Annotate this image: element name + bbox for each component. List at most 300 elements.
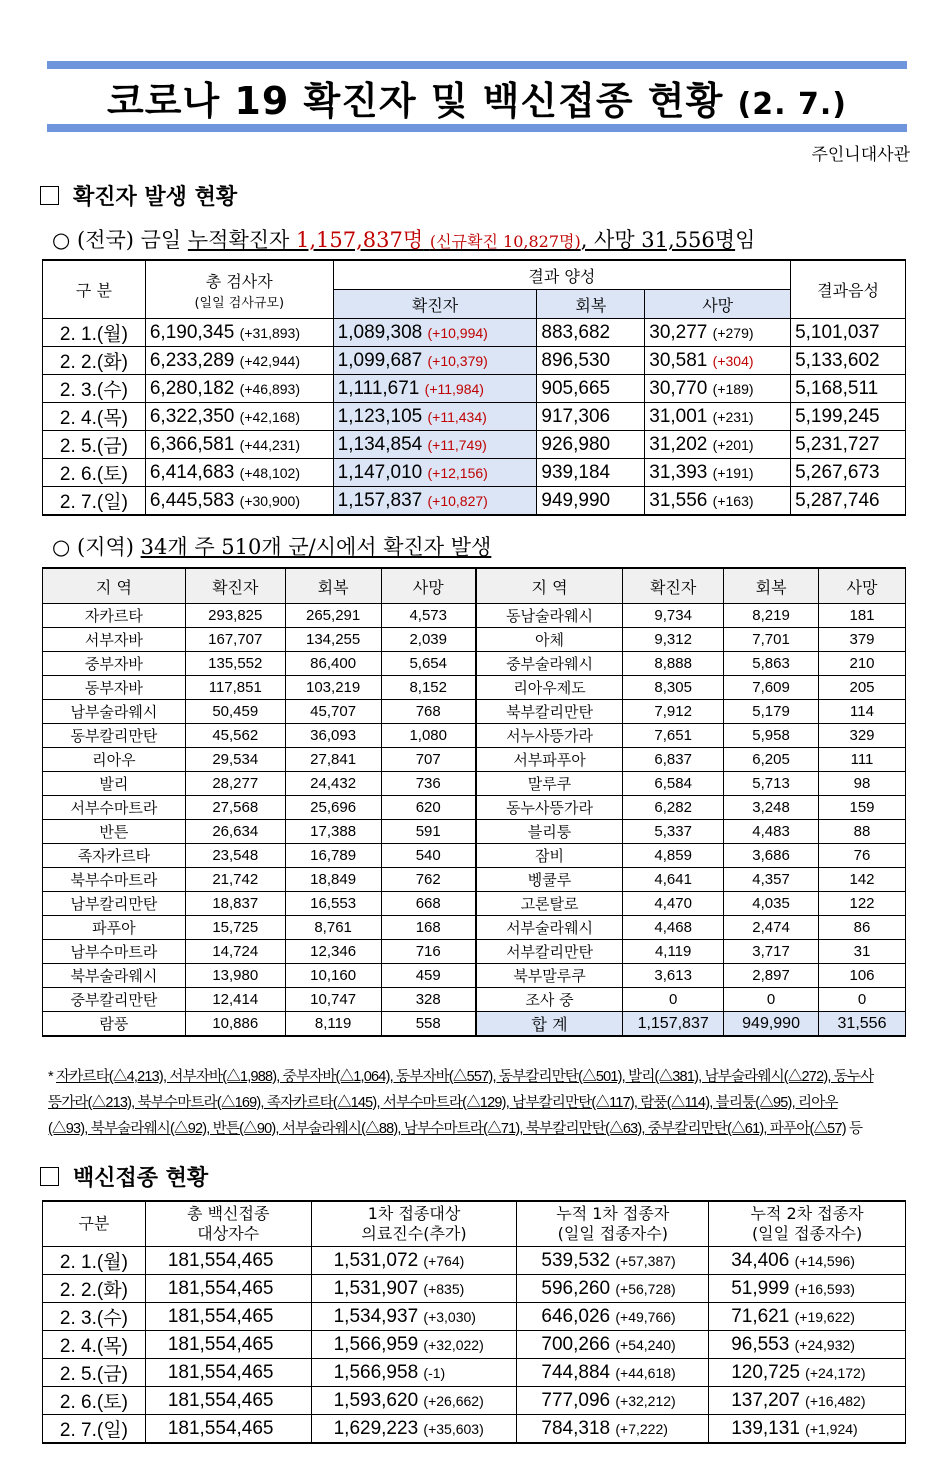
negative-cell: 5,267,673 <box>791 459 906 487</box>
region-confirmed: 8,305 <box>623 676 724 700</box>
date-cell: 2. 5.(금) <box>43 431 146 459</box>
table-row <box>43 319 906 347</box>
first-dose-value: 744,884 <box>541 1361 611 1383</box>
region-recovered: 134,255 <box>285 628 381 652</box>
tests-cell <box>145 487 333 516</box>
region-table <box>42 567 906 1037</box>
region-death: 210 <box>819 652 906 676</box>
region-confirmed: 117,851 <box>185 676 285 700</box>
region-name: 남부술라웨시 <box>43 700 186 724</box>
region-recovered: 86,400 <box>285 652 381 676</box>
region-name: 족자카르타 <box>43 844 186 868</box>
first-dose-increase: (+32,212) <box>615 1392 676 1409</box>
tests-increase: (+42,168) <box>239 408 300 425</box>
region-confirmed: 8,888 <box>623 652 724 676</box>
negative-cell: 5,133,602 <box>791 347 906 375</box>
confirmed-value: 1,134,854 <box>337 433 423 455</box>
region-death: 707 <box>381 748 476 772</box>
vac-second-label-1: 누적 2차 접종자 <box>750 1204 864 1223</box>
date-cell: 2. 4.(목) <box>43 1331 146 1359</box>
second-dose-cell <box>709 1359 906 1387</box>
table-row <box>43 1247 906 1275</box>
region-footnote <box>48 1064 914 1142</box>
region-recovered: 3,686 <box>724 844 819 868</box>
tests-increase: (+46,893) <box>239 380 300 397</box>
region-recovered: 2,474 <box>724 916 819 940</box>
col-header-vac-target <box>145 1201 311 1247</box>
region-confirmed: 27,568 <box>185 796 285 820</box>
table-row <box>43 700 906 724</box>
vac-first-label-2: (일일 접종자수) <box>557 1224 668 1243</box>
death-increase: (+201) <box>712 436 754 453</box>
date-cell: 2. 7.(일) <box>43 1415 146 1444</box>
region-recovered: 12,346 <box>285 940 381 964</box>
date-cell: 2. 6.(토) <box>43 459 146 487</box>
region-recovered: 17,388 <box>285 820 381 844</box>
first-dose-cell <box>517 1331 709 1359</box>
col-header-recovered: 회복 <box>537 290 645 319</box>
region-confirmed: 7,912 <box>623 700 724 724</box>
first-dose-value: 777,096 <box>541 1389 611 1411</box>
region-death: 668 <box>381 892 476 916</box>
region-name: 파푸아 <box>43 916 186 940</box>
region-death: 4,573 <box>381 604 476 628</box>
region-confirmed: 13,980 <box>185 964 285 988</box>
tests-value: 6,445,583 <box>149 489 235 511</box>
daily-cases-table <box>42 259 906 516</box>
region-death: 768 <box>381 700 476 724</box>
second-dose-value: 120,725 <box>731 1361 800 1383</box>
tests-cell <box>145 403 333 431</box>
second-dose-cell <box>709 1387 906 1415</box>
region-recovered: 4,035 <box>724 892 819 916</box>
region-name: 동부자바 <box>43 676 186 700</box>
region-recovered: 45,707 <box>285 700 381 724</box>
region-name: 잠비 <box>476 844 623 868</box>
region-name: 고론탈로 <box>476 892 623 916</box>
second-dose-value: 96,553 <box>731 1333 790 1355</box>
col-header-rec-right: 회복 <box>724 568 819 604</box>
first-dose-increase: (+56,728) <box>615 1280 676 1297</box>
death-value: 31,393 <box>649 461 708 483</box>
col-header-region-right: 지 역 <box>476 568 623 604</box>
table-row <box>43 772 906 796</box>
table-row <box>43 1359 906 1387</box>
first-dose-value: 700,266 <box>541 1333 611 1355</box>
first-dose-cell <box>517 1415 709 1444</box>
footnote-line-3: (△93), 북부술라웨시(△92), 반튼(△90), 서부술라웨시(△88), 남부수마트라(△71), 북부칼리만탄(△63), 중부칼리만탄(△61), 파푸아(△57) <box>48 1121 846 1137</box>
second-dose-cell <box>709 1275 906 1303</box>
first-dose-cell <box>517 1275 709 1303</box>
table-row <box>43 892 906 916</box>
region-name: 자카르타 <box>43 604 186 628</box>
region-confirmed: 0 <box>623 988 724 1012</box>
medical-value: 1,531,907 <box>333 1277 419 1299</box>
recovered-cell: 883,682 <box>537 319 645 347</box>
tests-increase: (+48,102) <box>239 464 300 481</box>
region-confirmed: 14,724 <box>185 940 285 964</box>
first-dose-increase: (+57,387) <box>615 1252 676 1269</box>
tests-value: 6,366,581 <box>149 433 235 455</box>
tests-increase: (+31,893) <box>239 324 300 341</box>
region-death: 205 <box>819 676 906 700</box>
date-cell: 2. 3.(수) <box>43 375 146 403</box>
col-header-positive: 결과 양성 <box>333 260 790 290</box>
second-dose-value: 71,621 <box>731 1305 790 1327</box>
col-header-death: 사망 <box>645 290 791 319</box>
tests-value: 6,322,350 <box>149 405 235 427</box>
region-death: 142 <box>819 868 906 892</box>
region-name: 동남술라웨시 <box>476 604 623 628</box>
title-date: (2. 7.) <box>737 87 847 122</box>
death-cell <box>645 403 791 431</box>
total-recovered: 949,990 <box>724 1012 819 1037</box>
death-increase: (+163) <box>712 492 754 509</box>
date-cell: 2. 4.(목) <box>43 403 146 431</box>
region-name: 서부칼리만탄 <box>476 940 623 964</box>
region-name: 람풍 <box>43 1012 186 1037</box>
medical-value: 1,531,072 <box>333 1249 419 1271</box>
region-death: 716 <box>381 940 476 964</box>
region-name: 서누사뜽가라 <box>476 724 623 748</box>
table-row <box>43 676 906 700</box>
region-death: 168 <box>381 916 476 940</box>
table-row <box>43 1275 906 1303</box>
region-name: 말루쿠 <box>476 772 623 796</box>
recovered-cell: 949,990 <box>537 487 645 516</box>
vac-med-label-2: 의료진수(추가) <box>361 1224 467 1243</box>
region-recovered: 2,897 <box>724 964 819 988</box>
footnote-line-2: 뜽가라(△213), 북부수마트라(△169), 족자카르타(△145), 서부수마트라(△129), 남부칼리만탄(△117), 람풍(△114), 블리퉁(△95), 리아우 <box>48 1095 838 1111</box>
table-row <box>43 1387 906 1415</box>
section-heading-text: 백신접종 현황 <box>73 1166 209 1191</box>
section-heading-cases <box>40 180 237 211</box>
region-death: 8,152 <box>381 676 476 700</box>
region-confirmed: 26,634 <box>185 820 285 844</box>
death-value: 30,277 <box>649 321 708 343</box>
first-dose-cell <box>517 1387 709 1415</box>
new-cases-value: (신규확진 10,827명) <box>429 232 581 251</box>
region-death: 328 <box>381 988 476 1012</box>
region-name: 반튼 <box>43 820 186 844</box>
total-tests-label: 총 검사자 <box>205 271 273 291</box>
second-dose-cell <box>709 1415 906 1444</box>
confirmed-value: 1,157,837 <box>337 489 423 511</box>
region-confirmed: 6,282 <box>623 796 724 820</box>
region-death: 2,039 <box>381 628 476 652</box>
recovered-cell: 905,665 <box>537 375 645 403</box>
region-recovered: 265,291 <box>285 604 381 628</box>
medical-increase: (+3,030) <box>423 1308 476 1325</box>
date-cell: 2. 6.(토) <box>43 1387 146 1415</box>
vac-second-label-2: (일일 접종자수) <box>751 1224 863 1243</box>
second-dose-cell <box>709 1247 906 1275</box>
second-dose-value: 137,207 <box>731 1389 800 1411</box>
region-confirmed: 135,552 <box>185 652 285 676</box>
confirmed-cell <box>333 375 537 403</box>
medical-increase: (+764) <box>423 1252 465 1269</box>
death-increase: (+191) <box>712 464 754 481</box>
tests-cell <box>145 319 333 347</box>
date-cell: 2. 3.(수) <box>43 1303 146 1331</box>
vac-med-label-1: 1차 접종대상 <box>367 1204 461 1223</box>
recovered-cell: 926,980 <box>537 431 645 459</box>
region-death: 329 <box>819 724 906 748</box>
first-dose-value: 646,026 <box>541 1305 611 1327</box>
region-name: 북부술라웨시 <box>43 964 186 988</box>
col-header-total-tests <box>145 260 333 319</box>
confirmed-value: 1,111,671 <box>337 377 420 399</box>
recovered-cell: 939,184 <box>537 459 645 487</box>
medical-cell <box>311 1331 517 1359</box>
target-cell: 181,554,465 <box>145 1303 311 1331</box>
medical-value: 1,593,620 <box>333 1389 419 1411</box>
first-dose-cell <box>517 1303 709 1331</box>
vac-target-label-2: 대상자수 <box>197 1224 260 1243</box>
table-row <box>43 988 906 1012</box>
table-row <box>43 1415 906 1444</box>
region-recovered: 7,701 <box>724 628 819 652</box>
first-dose-increase: (+54,240) <box>615 1336 676 1353</box>
title-text: 코로나 19 확진자 및 백신접종 현황 <box>107 79 724 123</box>
region-name: 중부술라웨시 <box>476 652 623 676</box>
medical-increase: (+835) <box>423 1280 465 1297</box>
region-confirmed: 5,337 <box>623 820 724 844</box>
col-header-rec-left: 회복 <box>285 568 381 604</box>
region-name: 서부파푸아 <box>476 748 623 772</box>
second-dose-value: 139,131 <box>731 1417 800 1439</box>
region-recovered: 8,761 <box>285 916 381 940</box>
region-confirmed: 10,886 <box>185 1012 285 1037</box>
first-dose-increase: (+49,766) <box>615 1308 676 1325</box>
region-death: 736 <box>381 772 476 796</box>
region-confirmed: 21,742 <box>185 868 285 892</box>
region-name: 남부칼리만탄 <box>43 892 186 916</box>
region-text: 34개 주 510개 군/시에서 확진자 발생 <box>140 535 492 559</box>
confirmed-value: 1,147,010 <box>337 461 423 483</box>
first-dose-increase: (+7,222) <box>615 1420 668 1437</box>
death-increase: (+231) <box>712 408 754 425</box>
region-confirmed: 6,584 <box>623 772 724 796</box>
region-recovered: 5,958 <box>724 724 819 748</box>
first-dose-value: 596,260 <box>541 1277 611 1299</box>
medical-cell <box>311 1359 517 1387</box>
confirmed-cell <box>333 459 537 487</box>
region-death: 159 <box>819 796 906 820</box>
medical-cell <box>311 1275 517 1303</box>
confirmed-increase: (+10,994) <box>427 324 488 341</box>
col-header-conf-left: 확진자 <box>185 568 285 604</box>
first-dose-value: 539,532 <box>541 1249 611 1271</box>
second-dose-cell <box>709 1303 906 1331</box>
target-cell: 181,554,465 <box>145 1359 311 1387</box>
second-dose-increase: (+1,924) <box>805 1420 858 1437</box>
region-recovered: 24,432 <box>285 772 381 796</box>
medical-increase: (+26,662) <box>423 1392 484 1409</box>
region-confirmed: 3,613 <box>623 964 724 988</box>
table-row <box>43 724 906 748</box>
total-tests-sublabel: (일일 검사규모) <box>194 295 285 311</box>
second-dose-increase: (+24,932) <box>794 1336 855 1353</box>
region-death: 88 <box>819 820 906 844</box>
confirmed-cell <box>333 319 537 347</box>
region-death: 540 <box>381 844 476 868</box>
table-row <box>43 748 906 772</box>
region-name: 블리퉁 <box>476 820 623 844</box>
second-dose-increase: (+14,596) <box>794 1252 855 1269</box>
date-cell: 2. 2.(화) <box>43 1275 146 1303</box>
confirmed-increase: (+12,156) <box>427 464 488 481</box>
region-recovered: 5,863 <box>724 652 819 676</box>
region-summary <box>52 531 491 561</box>
tests-cell <box>145 347 333 375</box>
vac-first-label-1: 누적 1차 접종자 <box>556 1204 670 1223</box>
first-dose-value: 784,318 <box>541 1417 611 1439</box>
table-row <box>43 375 906 403</box>
target-cell: 181,554,465 <box>145 1275 311 1303</box>
region-confirmed: 4,641 <box>623 868 724 892</box>
table-row <box>43 1303 906 1331</box>
negative-cell: 5,168,511 <box>791 375 906 403</box>
region-confirmed: 28,277 <box>185 772 285 796</box>
second-dose-value: 34,406 <box>731 1249 790 1271</box>
second-dose-increase: (+24,172) <box>805 1364 866 1381</box>
region-recovered: 4,483 <box>724 820 819 844</box>
table-row <box>43 820 906 844</box>
region-name: 북부말루쿠 <box>476 964 623 988</box>
date-cell: 2. 1.(월) <box>43 1247 146 1275</box>
table-row <box>43 604 906 628</box>
region-death: 31 <box>819 940 906 964</box>
tests-increase: (+44,231) <box>239 436 300 453</box>
confirmed-increase: (+11,984) <box>424 380 484 397</box>
death-cell <box>645 487 791 516</box>
negative-cell: 5,287,746 <box>791 487 906 516</box>
target-cell: 181,554,465 <box>145 1247 311 1275</box>
region-recovered: 103,219 <box>285 676 381 700</box>
cumulative-label: 누적확진자 <box>187 228 296 252</box>
medical-cell <box>311 1415 517 1444</box>
table-row <box>43 916 906 940</box>
medical-increase: (+35,603) <box>423 1420 484 1437</box>
date-cell: 2. 5.(금) <box>43 1359 146 1387</box>
death-cell <box>645 431 791 459</box>
region-recovered: 7,609 <box>724 676 819 700</box>
recovered-cell: 896,530 <box>537 347 645 375</box>
target-cell: 181,554,465 <box>145 1415 311 1444</box>
section-heading-vaccine <box>40 1161 208 1192</box>
region-prefix: ○ (지역) <box>52 535 141 559</box>
region-name: 남부수마트라 <box>43 940 186 964</box>
region-recovered: 5,713 <box>724 772 819 796</box>
col-header-vac-second <box>709 1201 906 1247</box>
medical-value: 1,534,937 <box>333 1305 419 1327</box>
table-row <box>43 940 906 964</box>
medical-value: 1,566,958 <box>333 1361 419 1383</box>
confirmed-cell <box>333 403 537 431</box>
tests-increase: (+30,900) <box>239 492 300 509</box>
region-recovered: 36,093 <box>285 724 381 748</box>
confirmed-increase: (+10,827) <box>427 492 488 509</box>
death-cell <box>645 375 791 403</box>
region-name: 아체 <box>476 628 623 652</box>
col-header-region-left: 지 역 <box>43 568 186 604</box>
medical-cell <box>311 1387 517 1415</box>
tests-cell <box>145 375 333 403</box>
first-dose-cell <box>517 1247 709 1275</box>
confirmed-cell <box>333 347 537 375</box>
region-name: 중부칼리만탄 <box>43 988 186 1012</box>
region-death: 111 <box>819 748 906 772</box>
medical-value: 1,629,223 <box>333 1417 419 1439</box>
death-cell <box>645 347 791 375</box>
region-death: 620 <box>381 796 476 820</box>
region-name: 리아우제도 <box>476 676 623 700</box>
footnote-star: * <box>48 1069 57 1085</box>
region-death: 106 <box>819 964 906 988</box>
confirmed-value: 1,123,105 <box>337 405 423 427</box>
region-recovered: 25,696 <box>285 796 381 820</box>
region-death: 762 <box>381 868 476 892</box>
region-recovered: 27,841 <box>285 748 381 772</box>
region-recovered: 6,205 <box>724 748 819 772</box>
region-confirmed: 15,725 <box>185 916 285 940</box>
tests-value: 6,280,182 <box>149 377 235 399</box>
negative-cell: 5,199,245 <box>791 403 906 431</box>
region-name: 조사 중 <box>476 988 623 1012</box>
medical-increase: (-1) <box>423 1364 446 1381</box>
table-row <box>43 628 906 652</box>
region-death: 0 <box>819 988 906 1012</box>
region-confirmed: 6,837 <box>623 748 724 772</box>
region-confirmed: 293,825 <box>185 604 285 628</box>
square-bullet-icon <box>40 1167 59 1186</box>
region-name: 벵쿨루 <box>476 868 623 892</box>
medical-cell <box>311 1303 517 1331</box>
region-name: 서부수마트라 <box>43 796 186 820</box>
region-recovered: 5,179 <box>724 700 819 724</box>
section-heading-text: 확진자 발생 현황 <box>73 185 238 210</box>
first-dose-increase: (+44,618) <box>615 1364 676 1381</box>
region-death: 98 <box>819 772 906 796</box>
region-death: 379 <box>819 628 906 652</box>
region-confirmed: 9,734 <box>623 604 724 628</box>
death-cell <box>645 459 791 487</box>
col-header-vac-first <box>517 1201 709 1247</box>
medical-increase: (+32,022) <box>423 1336 484 1353</box>
region-death: 459 <box>381 964 476 988</box>
square-bullet-icon <box>40 186 59 205</box>
tests-value: 6,233,289 <box>149 349 235 371</box>
region-death: 1,080 <box>381 724 476 748</box>
cumulative-value: 1,157,837명 <box>296 228 424 252</box>
region-recovered: 3,717 <box>724 940 819 964</box>
region-recovered: 10,747 <box>285 988 381 1012</box>
col-header-death-left: 사망 <box>381 568 476 604</box>
region-confirmed: 4,119 <box>623 940 724 964</box>
second-dose-increase: (+19,622) <box>794 1308 855 1325</box>
source-label: 주인니대사관 <box>811 145 910 165</box>
target-cell: 181,554,465 <box>145 1331 311 1359</box>
region-recovered: 16,789 <box>285 844 381 868</box>
col-header-gubun: 구 분 <box>43 260 146 319</box>
total-label: 합 계 <box>476 1012 623 1037</box>
death-increase: (+304) <box>712 352 754 369</box>
table-row <box>43 796 906 820</box>
table-row <box>43 1331 906 1359</box>
region-confirmed: 4,468 <box>623 916 724 940</box>
bottom-accent-bar <box>47 124 907 132</box>
